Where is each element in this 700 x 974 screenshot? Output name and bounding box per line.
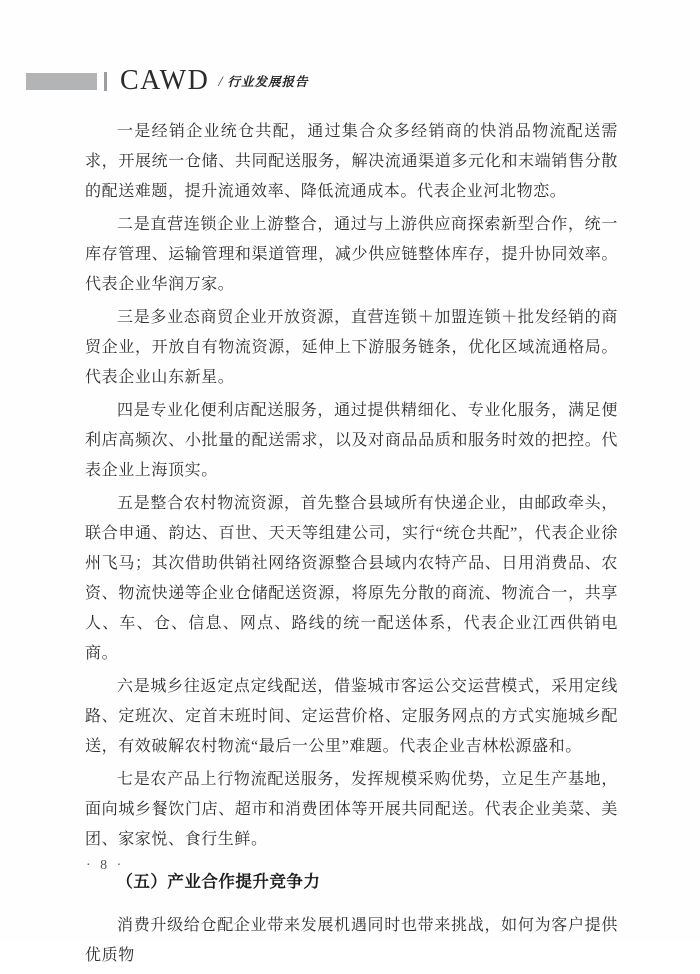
- paragraph-6: 六是城乡往返定点定线配送，借鉴城市客运公交运营模式，采用定线路、定班次、定首末班时间、定运营价格、定服务网点的方式实施城乡配送，有效破解农村物流“最后一公里”难题。代表企业吉林松源盛和。: [85, 678, 618, 755]
- page-header: [26, 65, 309, 96]
- header-tagline: [218, 72, 308, 91]
- paragraph-3: 三是多业态商贸企业开放资源，直营连锁＋加盟连锁＋批发经销的商贸企业，开放自有物流资源，延伸上下游服务链条，优化区域流通格局。代表企业山东新星。: [85, 309, 618, 386]
- section-heading: （五）产业合作提升竞争力: [116, 873, 321, 891]
- page-number: · 8 ·: [86, 858, 125, 873]
- paragraph-2: 二是直营连锁企业上游整合，通过与上游供应商探索新型合作，统一库存管理、运输管理和渠道管理，减少供应链整体库存，提升协同效率。代表企业华润万家。: [85, 216, 618, 293]
- paragraph-5: 五是整合农村物流资源，首先整合县域所有快递企业，由邮政牵头，联合申通、韵达、百世、天天等组建公司，实行“统仓共配”，代表企业徐州飞马；其次借助供销社网络资源整合县域内农特产品、日用消费品、农资、物流快递等企业仓储配送资源，将原先分散的商流、物流合一，共享人、车、仓、信息、网点、路线的统一配送体系，代表企业江西供销电商。: [85, 495, 618, 662]
- paragraph-4: 四是专业化便利店配送服务，通过提供精细化、专业化服务，满足便利店高频次、小批量的配送需求，以及对商品品质和服务时效的把控。代表企业上海顶实。: [85, 402, 618, 479]
- header-divider: [104, 72, 107, 91]
- slash-separator: /: [218, 73, 223, 90]
- paragraph-7: 七是农产品上行物流配送服务，发挥规模采购优势，立足生产基地，面向城乡餐饮门店、超市和消费团体等开展共同配送。代表企业美菜、美团、家家悦、食行生鲜。: [85, 771, 618, 848]
- header-block-decoration: [26, 73, 97, 90]
- logo-text: CAWD: [120, 65, 210, 96]
- paragraph-1: 一是经销企业统仓共配，通过集合众多经销商的快消品物流配送需求，开展统一仓储、共同配送服务，解决流通渠道多元化和末端销售分散的配送难题，提升流通效率、降低流通成本。代表企业河北物恋。: [85, 123, 618, 200]
- doc-type-label: 行业发展报告: [227, 74, 309, 89]
- closing-paragraph: 消费升级给仓配企业带来发展机遇同时也带来挑战，如何为客户提供优质物: [85, 917, 618, 964]
- document-body: [85, 117, 618, 974]
